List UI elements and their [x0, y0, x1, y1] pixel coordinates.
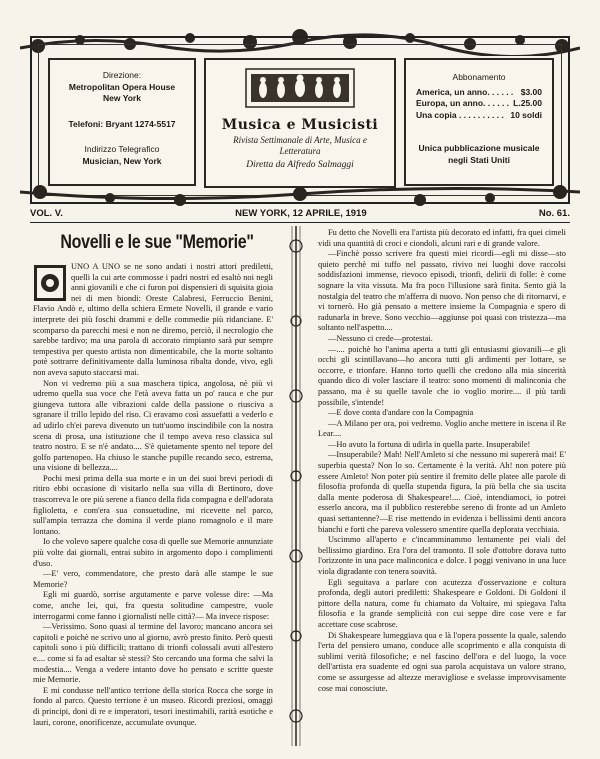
price-label: America, un anno. . . . . . [416, 86, 514, 97]
ornamental-column-divider [285, 226, 307, 746]
direction-city: New York [103, 93, 141, 103]
price-row-america [412, 87, 546, 99]
price-label: Una copia . . . . . . . . . . [416, 109, 504, 120]
article-paragraph: Egli seguitava a parlare con acutezza d'osservazione e coltura profonda, degli autori prediletti: Shakespeare e Goldoni. Di Goldoni il pittore della natura, come fu chiamato da Voltaire, mi spiegava l'alta filosofia e la grande semplicità con cui seppe dire cose vere e far accettare cose scabrose. [318, 577, 566, 629]
issue-number: No. 61. [538, 208, 570, 219]
article-paragraph: —E' vero, commendatore, che presto darà alle stampe le sue Memorie? [33, 569, 273, 589]
article-paragraph: Pochi mesi prima della sua morte e in un dei suoi brevi periodi di ritiro ebbi occasione di visitarlo nella sua villa di Bertinoro, dove trascorreva le ore più serene a fianco della fida compagna e dell'adorata figlioletta, e com'era sua consuetudine, mi ricevette nel parco, sull'ampia terrazza che domina il verde piano romagnolo e il mare lontano. [33, 473, 273, 536]
article-paragraph: —E dove conta d'andare con la Compagnia [328, 408, 474, 418]
masthead-director: Diretta da Alfredo Salmaggi [246, 160, 354, 170]
article-paragraph: Uscimmo all'aperto e c'incamminammo lentamente pei viali del bellissimo giardino. Era l'ora del tramonto. Il sole d'ottobre dorava tutto l'orizzonte in una pace malinconica e dolce. I poggi venivano in una luce viola digradante con tenera soavità. [318, 535, 566, 576]
volume-number: VOL. V. [30, 208, 63, 219]
direction-name: Metropolitan Opera House [68, 81, 176, 92]
masthead-subtitle: Rivista Settimanale di Arte, Musica e Letteratura [233, 135, 367, 156]
price-value: 10 soldi [510, 109, 542, 120]
article-paragraph: Io che volevo sapere qualche cosa di quelle sue Memorie annunziate più volte dai giornali, entrai subito in argomento dopo i complimenti d'uso. [33, 537, 273, 568]
musicians-vignette-icon [245, 68, 355, 108]
article-paragraph: Fu detto che Novelli era l'artista più decorato ed infatti, fra quei cimeli vidi una quantità di croci e ciondoli, alcuni rari e di grande valore. [318, 228, 566, 248]
telegraph-address: Musician, New York [82, 155, 162, 166]
floral-garland-bottom [20, 182, 580, 208]
article-headline: Novelli e le sue "Memorie" [60, 232, 254, 253]
phone-number: Telefoni: Bryant 1274-5517 [68, 118, 176, 129]
article-paragraph: E mi condusse nell'antico terrione della storica Rocca che sorge in fondo al parco. Questo terrione è un museo. Ricordi preziosi, omaggi di principi, doni di re e imperatori, tesori inestimabili, rarità esotiche e lauri, corone, onorificenze, accumulate ovunque. [33, 685, 273, 727]
article-paragraph: Di Shakespeare lumeggiava qua e là l'opera possente la quale, salendo l'erta del pensiero umano, conduce alle scoprimento e alla conquista di sublimi verità filosofiche; e nel fascino dell'ora e del luogo, la voce dell'artista era suadente ed ogni sua parola acquistava un valore strano, come se assurgesse ad altezze meravigliose e svelasse improvvisamente cose mai conosciute. [318, 630, 566, 693]
article-paragraph: —Insuperabile? Mah! Nell'Amleto si che nessuno mi supererà mai! E' superbia questa? Non lo so. Certamente è la verità. Ah! non potere più essere Amleto! Non poter più sentire il fremito delle platee alle parole di filosofia profonda di quella stupenda figura, la più bella che sia uscita dalla mente poderosa di Shakespeare!.... Cioè, intendiamoci, io potrei esserlo ancora, ma il pubblico resterebbe sereno di fronte ad un Amleto quasi settantenne?—E rise mettendo in evidenza i bellissimi denti ancora bianchi e forti che pareva volessero smentire quella deplorata vecchiaia. [318, 450, 566, 534]
subscription-label: Abbonamento [452, 72, 506, 82]
subscription-box [404, 58, 554, 186]
tagline-line-1: Unica pubblicazione musicale [418, 143, 540, 153]
article-paragraph: —.... poichè ho l'anima aperta a tutti gli entusiasmi giovanili—e gli occhi gli scintillavano—ho ancora tutti gli ardimenti per lottare, se occorre, e trionfare. Hanno torto quelli che credono alla mia sincerità quando dico di voler lasciare il teatro: sono momenti di malinconia che passano, ma è su quelle tavole che io voglio morire.... il più tardi possibile, s'intende! [318, 344, 566, 407]
article-paragraph: UNO A UNO se ne sono andati i nostri attori prediletti, quelli la cui arte commosse i padri nostri ed esaltò noi negli anni giovanili e che ci furon poi dispensieri di squisita gioia nei di men biondi: Oreste Calabresi, Ferruccio Benini, Flavio Andò e, ultimo della schiera Ermete Novelli, il grande e vario interprete dei più foschi drammi e delle commedie più ridanciane. E' scomparso da parecchi mesi e non ne diremo, perciò, il necrologio che sarebbe tardivo; ma una parola di accorato rimpianto sarà pur sempre tempestiva per questo artista non dimenticabile, che la morte soltanto potè sottrarre definitivamente dalla luminosa ribalta donde, vivo, egli non aveva saputo staccarsi mai. [33, 262, 273, 377]
issue-date: NEW YORK, 12 APRILE, 1919 [235, 208, 367, 219]
article-paragraph: —Finchè posso scrivere fra questi miei ricordi—egli mi disse—sto quieto perchè mi tuffo nel passato, rivivo nei luoghi dove raccolsi soddisfazioni immense, rievoco episodi, trionfi, delirii di folle: è come sognare la vita vissuta. Ma fra poco l'illusione sarà finita. Sento già la nostalgia del teatro che m'afferra di nuovo. Non penso che di ritornarvi, e vi tornerò. Ho già pensato a mettere insieme la Compagnia e spero di radunarla in breve. Sono vecchio—aggiunse poi quasi con tristezza—ma soltanto nell'aspetto.... [318, 249, 566, 333]
price-value: L.25.00 [513, 98, 542, 108]
masthead-title-box [204, 58, 396, 188]
article-paragraph: Egli mi guardò, sorrise argutamente e parve volesse dire: —Ma come, anche lei, qui, fra questa solitudine campestre, vuole interrogarmi come fanno i giornalisti nelle città?— Ma invece rispose: [33, 590, 273, 621]
article-paragraph: Non vi vedremo più a sua maschera tipica, angolosa, nè più vi udremo quella sua voce che l'età aveva fatta un po' rauca e che pur giungeva tuttora alle vibrazioni calde della passione o riusciva a sgranare il trillo lepido del riso. Ci eravamo così assuefatti a vederlo e ad udirlo ch'ei pareva divenuto un tutt'uomo inscindibile con la nostra scena di prosa, una istituzione che il tempo aveva reso classica sul teatro nostro. E se n'è andato.... S'è quietamente spento nel tepore del golfo partenopeo. Ha chiuso le stanche pupille recando seco, estrema, una visione di bellezza.... [33, 378, 273, 473]
article-column-left [33, 262, 273, 728]
dateline-bar [30, 208, 570, 223]
price-row-europe [412, 98, 546, 110]
article-paragraph: —A Milano per ora, poi vedremo. Voglio anche mettere in iscena il Re Lear.... [318, 418, 566, 439]
article-paragraph: —Ho avuto la fortuna di udirla in quella parte. Insuperabile! [328, 439, 531, 449]
article-column-right [318, 228, 566, 694]
telegraph-label: Indirizzo Telegrafico [84, 144, 160, 154]
article-paragraph: —Verissimo. Sono quasi al termine del lavoro; mancano ancora sei capitoli e poichè ne scrivo uno al giorno, avrò presto finito. Però questi capitoli sono i più difficili; trattano di trionfi colossali avuti all'estero e.... come si fa ad esaltar sè stessi? Sto cercando una forma che salvi la modestia.... Venga a vedere intanto dove ho pensato e scritte queste mie Memorie. [33, 622, 273, 685]
masthead-title: Musica e Musicisti [221, 117, 379, 133]
direction-label: Direzione: [102, 70, 142, 80]
tagline-line-2: negli Stati Uniti [448, 154, 510, 165]
price-value: $3.00 [520, 86, 542, 97]
price-label: Europa, un anno. . . . . . [416, 98, 510, 108]
price-row-copy [412, 110, 546, 122]
masthead-contact-box [48, 58, 196, 186]
article-paragraph: —Nessuno ci crede—protestai. [328, 333, 433, 343]
ornamental-drop-cap-icon [33, 264, 67, 302]
